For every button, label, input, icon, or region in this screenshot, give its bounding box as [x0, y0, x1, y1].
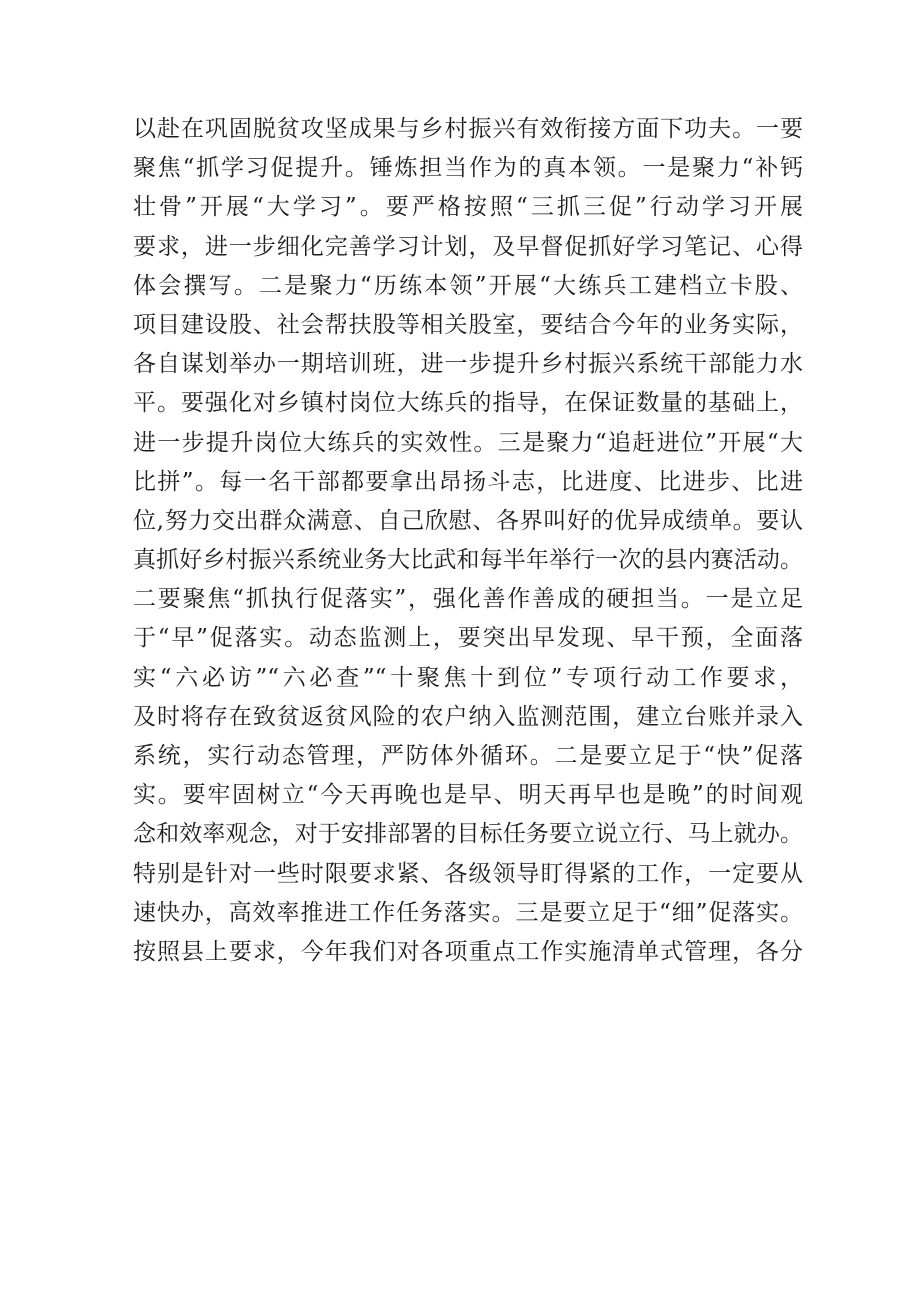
text-line-8: 平。要强化对乡镇村岗位大练兵的指导，在保证数量的基础上， [133, 390, 803, 417]
text-line-7: 各自谋划举办一期培训班，进一步提升乡村振兴系统干部能力水 [133, 351, 803, 378]
text-line-1: 以赴在巩固脱贫攻坚成果与乡村振兴有效衔接方面下功夫。一要 [133, 116, 803, 142]
text-line-9: 进一步提升岗位大练兵的实效性。三是聚力“追赶进位”开展“大 [133, 429, 803, 456]
text-line-19: 念和效率观念，对于安排部署的目标任务要立说立行、马上就办。 [133, 821, 803, 848]
text-line-22: 按照县上要求，今年我们对各项重点工作实施清单式管理，各分 [133, 938, 803, 965]
text-line-20: 特别是针对一些时限要求紧、各级领导盯得紧的工作，一定要从 [133, 860, 803, 887]
text-line-5: 体会撰写。二是聚力“历练本领”开展“大练兵工建档立卡股、 [133, 272, 803, 299]
text-line-4: 要求，进一步细化完善学习计划，及早督促抓好学习笔记、心得 [133, 233, 803, 260]
text-line-11: 位,努力交出群众满意、自己欣慰、各界叫好的优异成绩单。要认 [133, 507, 803, 534]
body-paragraph [133, 110, 803, 972]
text-line-16: 及时将存在致贫返贫风险的农户纳入监测范围，建立台账并录入 [133, 703, 803, 730]
text-line-3: 壮骨”开展“大学习”。要严格按照“三抓三促”行动学习开展 [133, 194, 803, 221]
text-line-15: 实“六必访”“六必查”“十聚焦十到位”专项行动工作要求， [133, 664, 803, 691]
text-line-6: 项目建设股、社会帮扶股等相关股室，要结合今年的业务实际， [133, 311, 803, 338]
text-line-13: 二要聚焦“抓执行促落实”，强化善作善成的硬担当。一是立足 [133, 586, 803, 613]
text-line-12: 真抓好乡村振兴系统业务大比武和每半年举行一次的县内赛活动。 [133, 547, 803, 574]
text-line-18: 实。要牢固树立“今天再晚也是早、明天再早也是晚”的时间观 [133, 782, 803, 809]
text-line-17: 系统，实行动态管理，严防体外循环。二是要立足于“快”促落 [133, 743, 803, 769]
text-line-14: 于“早”促落实。动态监测上，要突出早发现、早干预，全面落 [133, 625, 803, 652]
text-line-10: 比拼”。每一名干部都要拿出昂扬斗志，比进度、比进步、比进 [133, 468, 803, 495]
text-line-21: 速快办，高效率推进工作任务落实。三是要立足于“细”促落实。 [133, 899, 803, 926]
text-line-2: 聚焦“抓学习促提升。锤炼担当作为的真本领。一是聚力“补钙 [133, 155, 803, 182]
